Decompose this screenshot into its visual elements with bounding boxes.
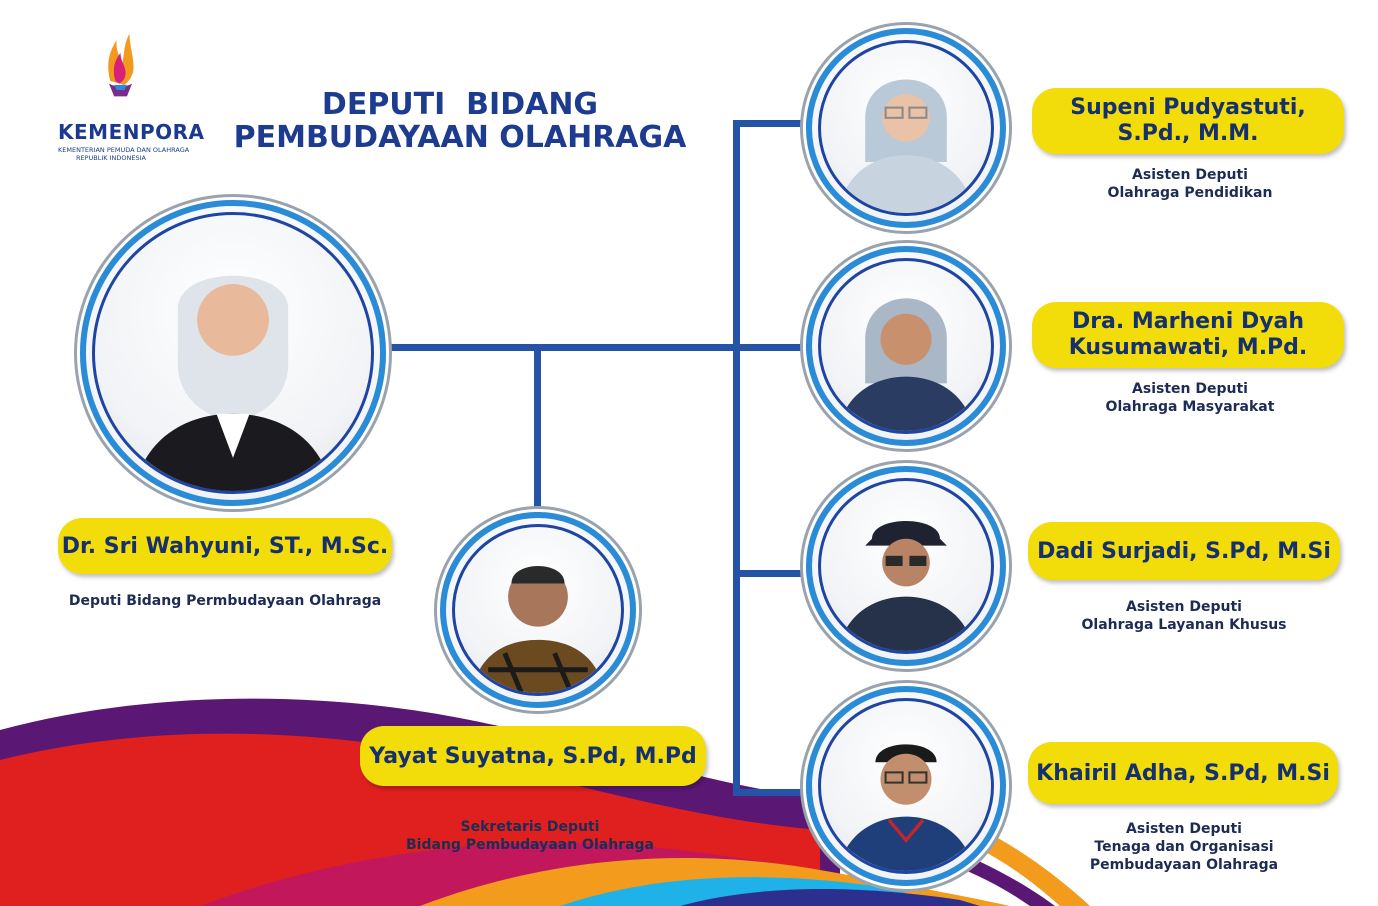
head-name: Dr. Sri Wahyuni, ST., M.Sc. xyxy=(61,533,389,559)
assistant-3-role-line2: Olahraga Layanan Khusus xyxy=(1081,617,1287,633)
assistant-2-name-line2: Kusumawati, M.Pd. xyxy=(1068,335,1308,360)
assistant-4-photo xyxy=(806,686,1006,886)
assistant-2-name-line1: Dra. Marheni Dyah xyxy=(1071,309,1305,334)
secretary-name-pill xyxy=(360,726,706,786)
assistant-4-role-line2: Tenaga dan Organisasi xyxy=(1094,839,1274,855)
head-role: Deputi Bidang Permbudayaan Olahraga xyxy=(68,593,382,609)
connector-branch-3 xyxy=(733,570,813,577)
kemenpora-torch-logo xyxy=(60,26,190,122)
assistant-1-role xyxy=(1040,166,1340,202)
assistant-4-role-line3: Pembudayaan Olahraga xyxy=(1089,857,1279,873)
connector-branch-4 xyxy=(733,789,813,796)
assistant-1-photo xyxy=(806,28,1006,228)
assistant-4-name-line1: Khairil Adha, S.Pd, M.Si xyxy=(1036,760,1330,786)
assistant-4-name-pill xyxy=(1028,742,1338,804)
head-photo xyxy=(80,200,386,506)
kemenpora-wordmark: KEMENPORA xyxy=(58,120,205,144)
page-title-line2: PEMBUDAYAAN OLAHRAGA xyxy=(233,120,687,155)
page-title-line1: DEPUTI BIDANG xyxy=(321,87,599,122)
page-title xyxy=(200,88,720,154)
assistant-2-name-pill xyxy=(1032,302,1344,368)
connector-head-horizontal xyxy=(390,344,740,351)
assistant-1-name-pill xyxy=(1032,88,1344,154)
connector-secretary-vertical xyxy=(534,344,541,514)
assistant-2-role-line2: Olahraga Masyarakat xyxy=(1105,399,1275,415)
secretary-name: Yayat Suyatna, S.Pd, M.Pd xyxy=(369,743,697,769)
assistant-2-role xyxy=(1040,380,1340,416)
connector-trunk-vertical xyxy=(733,120,740,796)
assistant-2-role-line1: Asisten Deputi xyxy=(1132,381,1248,397)
logo-subtitle xyxy=(58,146,208,162)
person-silhouette-icon xyxy=(821,261,991,431)
assistant-1-role-line2: Olahraga Pendidikan xyxy=(1107,185,1273,201)
assistant-2-photo xyxy=(806,246,1006,446)
person-silhouette-icon xyxy=(821,43,991,213)
person-silhouette-icon xyxy=(821,481,991,651)
connector-branch-1 xyxy=(733,120,813,127)
assistant-4-role xyxy=(1034,820,1334,874)
secretary-role-line1: Sekretaris Deputi xyxy=(460,819,600,835)
person-silhouette-icon xyxy=(821,701,991,871)
head-name-pill xyxy=(58,518,392,574)
assistant-3-name-pill xyxy=(1028,522,1340,580)
connector-branch-2 xyxy=(733,344,813,351)
assistant-4-role-line1: Asisten Deputi xyxy=(1126,821,1242,837)
secretary-photo xyxy=(440,512,636,708)
logo-subtitle-line2: REPUBLIK INDONESIA xyxy=(76,154,146,162)
logo-subtitle-line1: KEMENTERIAN PEMUDA DAN OLAHRAGA xyxy=(58,146,190,154)
secretary-role xyxy=(380,818,680,854)
person-silhouette-icon xyxy=(95,215,371,491)
assistant-3-name-line1: Dadi Surjadi, S.Pd, M.Si xyxy=(1037,538,1331,564)
assistant-1-name-line2: S.Pd., M.M. xyxy=(1117,121,1259,146)
assistant-1-name-line1: Supeni Pudyastuti, xyxy=(1070,95,1306,120)
person-silhouette-icon xyxy=(455,527,621,693)
assistant-3-role-line1: Asisten Deputi xyxy=(1126,599,1242,615)
assistant-1-role-line1: Asisten Deputi xyxy=(1132,167,1248,183)
secretary-role-line2: Bidang Pembudayaan Olahraga xyxy=(406,837,654,853)
assistant-3-photo xyxy=(806,466,1006,666)
assistant-3-role xyxy=(1034,598,1334,634)
